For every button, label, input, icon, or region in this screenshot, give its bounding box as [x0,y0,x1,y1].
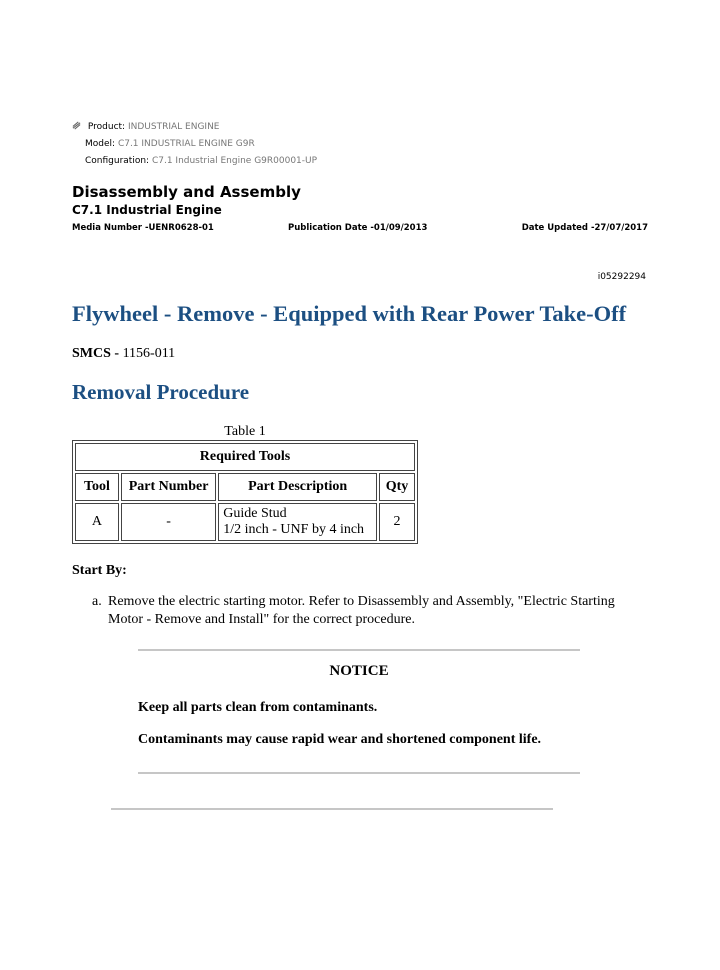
product-meta [72,119,317,170]
required-tools-table-wrapper [72,440,418,544]
model-row [72,136,317,153]
configuration-value: C7.1 Industrial Engine G9R00001-UP [151,156,318,166]
document-subtitle: C7.1 Industrial Engine [72,203,222,217]
column-header-part-number: Part Number [121,473,216,501]
smcs-value: 1156-011 [122,346,176,361]
table-header-row [75,473,415,501]
product-row [72,119,317,136]
column-header-tool: Tool [75,473,119,501]
model-label: Model: [85,139,116,149]
table-heading: Required Tools [75,443,415,471]
publication-date: Publication Date -01/09/2013 [288,223,428,233]
cell-part-number: - [121,503,216,541]
part-description-line2: 1/2 inch - UNF by 4 inch [223,522,365,537]
product-logo-icon [72,121,81,130]
required-tools-table [72,440,418,544]
column-header-qty: Qty [379,473,415,501]
product-value: INDUSTRIAL ENGINE [127,122,220,132]
section-end-divider [111,808,553,810]
notice-title: NOTICE [329,663,389,679]
document-info-row [72,223,648,237]
step-text [108,593,652,629]
notice-top-divider [138,649,580,651]
page-title: Flywheel - Remove - Equipped with Rear Power Take-Off [72,301,627,326]
step-text-line2: Motor - Remove and Install" for the correct procedure. [108,612,415,627]
cell-qty: 2 [379,503,415,541]
notice-bottom-divider [138,772,580,774]
part-description-line1: Guide Stud [223,506,287,521]
model-value: C7.1 INDUSTRIAL ENGINE G9R [117,139,255,149]
cell-part-description [218,503,377,541]
table-heading-row [75,443,415,471]
cell-tool: A [75,503,119,541]
section-title: Removal Procedure [72,380,250,404]
smcs-code [72,346,175,362]
media-number: Media Number -UENR0628-01 [72,223,214,233]
smcs-label: SMCS - [72,346,120,361]
column-header-part-description: Part Description [218,473,377,501]
notice-line-2: Contaminants may cause rapid wear and shortened component life. [138,732,542,747]
configuration-row [72,153,317,170]
table-row [75,503,415,541]
document-title: Disassembly and Assembly [72,183,301,201]
notice-line-1: Keep all parts clean from contaminants. [138,700,378,715]
table-caption: Table 1 [224,424,266,439]
configuration-label: Configuration: [85,156,150,166]
start-by-label: Start By: [72,563,127,578]
step-marker: a. [92,594,102,609]
step-text-line1: Remove the electric starting motor. Refer to Disassembly and Assembly, "Electric Starting [108,594,615,609]
product-label: Product: [87,122,126,132]
document-header [72,183,648,237]
list-item [92,593,652,629]
document-id: i05292294 [597,272,646,282]
date-updated: Date Updated -27/07/2017 [521,223,648,233]
